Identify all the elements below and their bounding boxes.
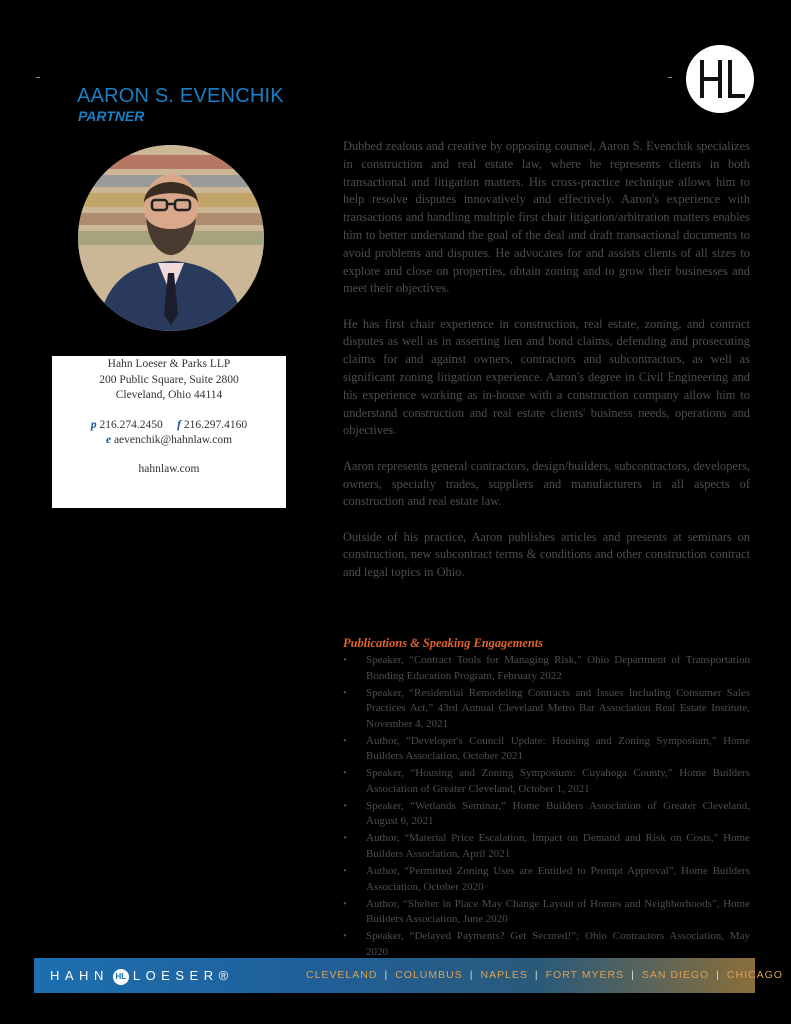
separator: |	[716, 969, 720, 981]
bullet-icon: •	[343, 654, 347, 666]
fax-label: f	[177, 418, 181, 431]
separator: |	[534, 969, 539, 981]
email-link[interactable]: aevenchik@hahnlaw.com	[113, 434, 233, 446]
publication-text: Author, “Permitted Zoning Uses are Entitled to Prompt Approval”, Home Builders Association, October 2020	[366, 865, 750, 893]
phone-label: p	[90, 418, 97, 431]
list-item	[343, 897, 750, 928]
list-item	[343, 929, 750, 960]
publication-text: Author, “Developer's Council Update: Housing and Zoning Symposium,” Home Builders Association, October 2021	[366, 734, 750, 763]
city-link[interactable]: CLEVELAND	[306, 969, 378, 981]
phone-fax-line	[52, 418, 286, 434]
phone-number[interactable]: 216.274.2450	[99, 418, 163, 431]
list-item	[343, 799, 750, 830]
brand-loeser: LOESER®	[132, 968, 234, 983]
list-item	[343, 686, 750, 733]
contact-card	[52, 356, 286, 508]
footer-brand	[50, 958, 234, 993]
bullet-icon: •	[343, 686, 347, 699]
separator: |	[469, 969, 474, 981]
address-line1: 200 Public Square, Suite 2800	[99, 373, 239, 386]
bullet-icon: •	[343, 897, 347, 910]
city-link[interactable]: SAN DIEGO	[641, 969, 710, 981]
separator: |	[631, 969, 635, 981]
publications-heading: Publications & Speaking Engagements	[343, 636, 543, 650]
list-item	[343, 766, 750, 797]
publication-text: Speaker, “Contract Tools for Managing Risk,” Ohio Department of Transportation Bonding Education Program, February 2022	[366, 654, 750, 682]
bullet-icon: •	[343, 865, 347, 878]
bio-paragraph: Dubbed zealous and creative by opposing counsel, Aaron S. Evenchik specializes in construction and real estate law, where he represents clients in both transactional and litigation matters. His cross-practice technique allows him to help resolve disputes innovatively and effectively. Aaron's experience with transactions and handling multiple first chair litigation/arbitration matters enables him to better understand the goal of the deal and draft transactional documents to avoid problems and disputes. He advocates for and assists clients of all sizes to explore and close on properties, obtain zoning and to grow their businesses and meet their objectives.	[343, 139, 750, 296]
brand-hahn: HAHN	[50, 968, 109, 983]
list-item	[343, 653, 750, 684]
office-cities	[306, 958, 783, 993]
list-item	[343, 734, 750, 765]
biography	[343, 138, 750, 600]
hl-logo-icon	[686, 45, 754, 113]
city-link[interactable]: NAPLES	[480, 969, 528, 981]
separator: |	[384, 969, 389, 981]
crop-mark-right	[668, 77, 672, 78]
email-line	[52, 433, 286, 449]
crop-mark-left	[36, 77, 40, 78]
firm-logo	[686, 45, 754, 113]
attorney-title: PARTNER	[78, 108, 145, 124]
bullet-icon: •	[343, 930, 347, 943]
bullet-icon: •	[343, 799, 347, 812]
bio-paragraph: He has first chair experience in construction, real estate, zoning, and contract disputes as well as in asserting lien and bond claims, defending and prosecuting claims for and against owners, contractors and subcontractors, as well as significant zoning litigation experience. Aaron's degree in Civil Engineering and his experience working as in-house with a construction company allow him to understand construction and real estate clients' business needs, operations and objectives.	[343, 316, 750, 438]
attorney-photo	[78, 145, 264, 331]
bullet-icon: •	[343, 832, 347, 845]
publication-text: Speaker, “Delayed Payments? Get Secured!”; Ohio Contractors Association, May 2020	[366, 930, 750, 958]
city-link[interactable]: COLUMBUS	[395, 969, 463, 981]
publication-text: Speaker, “Wetlands Seminar,” Home Builders Association of Greater Cleveland, August 6, 2021	[366, 799, 750, 828]
bullet-icon: •	[343, 734, 347, 747]
publication-text: Speaker, “Housing and Zoning Symposium: Cuyahoga County,” Home Builders Association of Greater Cleveland, October 1, 2021	[366, 767, 750, 795]
publications-list	[343, 653, 750, 962]
website-link[interactable]: hahnlaw.com	[138, 462, 200, 475]
city-link[interactable]: CHICAGO	[726, 969, 783, 981]
publication-text: Author, “Shelter in Place May Change Layout of Homes and Neighborhoods”, Home Builders Association, June 2020	[366, 897, 750, 926]
publication-text: Author, “Material Price Escalation, Impact on Demand and Risk on Costs,” Home Builders Association, April 2021	[366, 832, 750, 860]
fax-number: 216.297.4160	[183, 418, 248, 431]
bullet-icon: •	[343, 767, 347, 780]
firm-name: Hahn Loeser & Parks LLP	[107, 358, 231, 370]
bio-paragraph: Outside of his practice, Aaron publishes articles and presents at seminars on construction, new subcontract terms & conditions and other construction contract and legal topics in Ohio.	[343, 529, 750, 580]
address-line2: Cleveland, Ohio 44114	[115, 389, 223, 401]
footer-banner	[34, 958, 783, 993]
publication-text: Speaker, “Residential Remodeling Contracts and Issues Including Consumer Sales Practices Act,” 43rd Annual Cleveland Metro Bar Association Real Estate Institute, November 4, 2021	[366, 686, 750, 730]
bio-paragraph: Aaron represents general contractors, design/builders, subcontractors, developers, owners, specialty trades, suppliers and manufacturers in all aspects of construction and real estate law.	[343, 458, 750, 509]
list-item	[343, 831, 750, 862]
city-link[interactable]: FORT MYERS	[545, 969, 625, 981]
email-label: e	[105, 434, 112, 446]
attorney-name: AARON S. EVENCHIK	[77, 85, 284, 107]
brand-mark-icon: HL	[113, 969, 129, 985]
list-item	[343, 864, 750, 895]
